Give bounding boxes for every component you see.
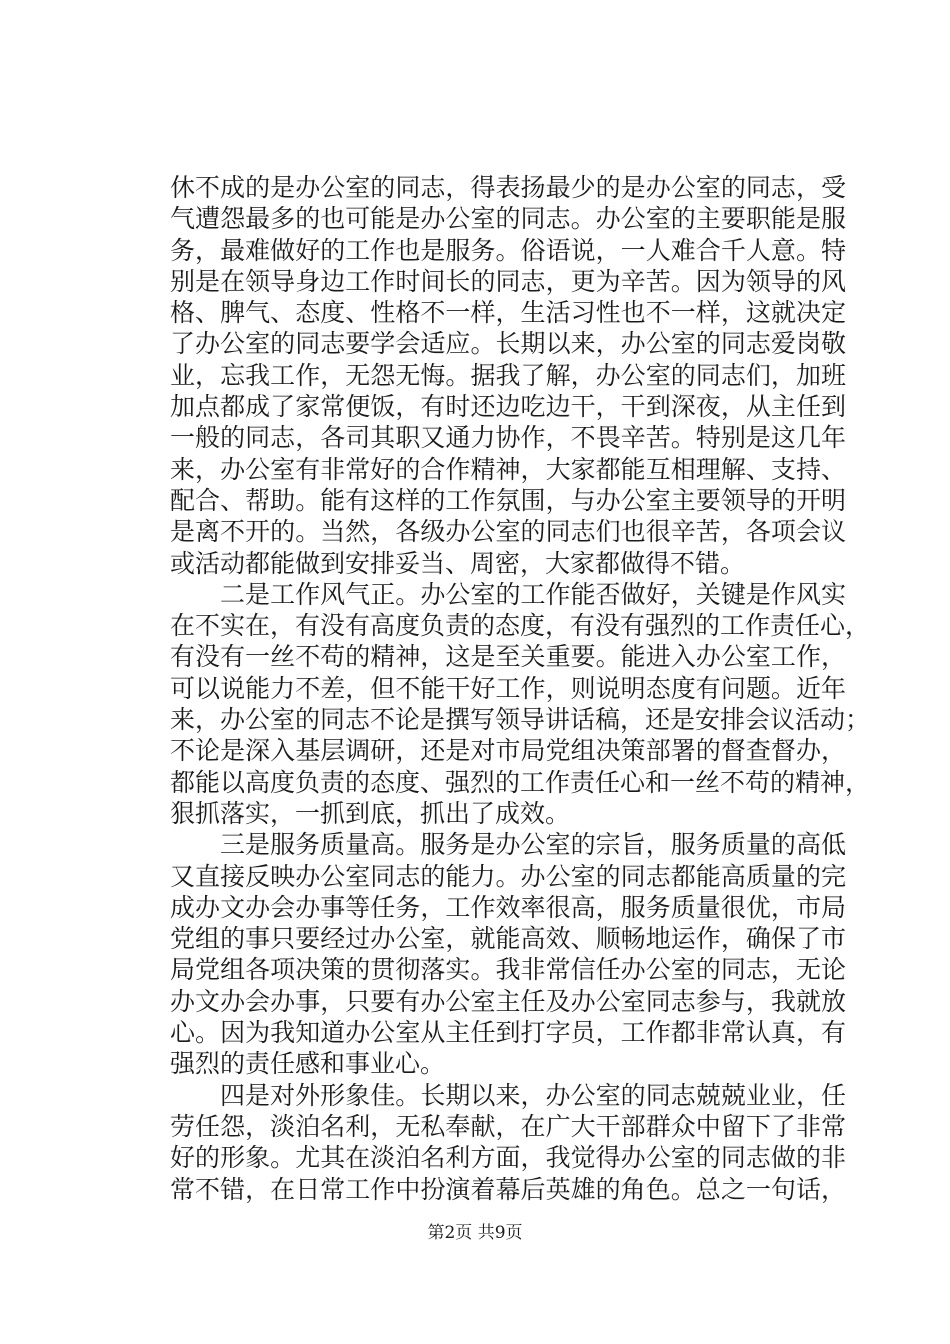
text-line: 二是工作风气正。办公室的工作能否做好，关键是作风实 — [220, 579, 846, 609]
text-line: 好的形象。尤其在淡泊名利方面，我觉得办公室的同志做的非 — [170, 1143, 846, 1173]
text-line: 一般的同志，各司其职又通力协作，不畏辛苦。特别是这几年 — [170, 423, 846, 453]
paragraph — [170, 829, 846, 1079]
text-line: 四是对外形象佳。长期以来，办公室的同志兢兢业业，任 — [220, 1080, 846, 1110]
text-line: 局党组各项决策的贯彻落实。我非常信任办公室的同志，无论 — [170, 955, 846, 985]
text-line: 不论是深入基层调研，还是对市局党组决策部署的督查督办， — [170, 736, 846, 766]
text-line: 业，忘我工作，无怨无悔。据我了解，办公室的同志们，加班 — [170, 360, 846, 390]
text-line: 务，最难做好的工作也是服务。俗语说，一人难合千人意。特 — [170, 235, 846, 265]
text-line: 在不实在，有没有高度负责的态度，有没有强烈的工作责任心， — [170, 611, 871, 641]
text-line: 是离不开的。当然，各级办公室的同志们也很辛苦，各项会议 — [170, 517, 846, 547]
text-line: 格、脾气、态度、性格不一样，生活习性也不一样，这就决定 — [170, 298, 846, 328]
text-line: 休不成的是办公室的同志，得表扬最少的是办公室的同志，受 — [170, 173, 846, 202]
text-line: 常不错，在日常工作中扮演着幕后英雄的角色。总之一句话， — [170, 1174, 846, 1204]
page-footer: 第2页 共9页 — [427, 1223, 523, 1243]
text-line: 加点都成了家常便饭，有时还边吃边干，干到深夜，从主任到 — [170, 392, 846, 422]
text-line: 又直接反映办公室同志的能力。办公室的同志都能高质量的完 — [170, 861, 846, 891]
text-line: 成办文办会办事等任务，工作效率很高，服务质量很优，市局 — [170, 892, 846, 922]
text-line: 三是服务质量高。服务是办公室的宗旨，服务质量的高低 — [220, 830, 846, 860]
text-line: 来，办公室的同志不论是撰写领导讲话稿，还是安排会议活动； — [170, 705, 871, 735]
text-line: 都能以高度负责的态度、强烈的工作责任心和一丝不苟的精神， — [170, 767, 871, 797]
paragraph — [170, 579, 871, 829]
text-line: 心。因为我知道办公室从主任到打字员，工作都非常认真，有 — [170, 1018, 846, 1048]
paragraph — [170, 172, 846, 579]
text-line: 配合、帮助。能有这样的工作氛围，与办公室主要领导的开明 — [170, 485, 846, 515]
text-line: 或活动都能做到安排妥当、周密，大家都做得不错。 — [170, 548, 746, 578]
text-line: 了办公室的同志要学会适应。长期以来，办公室的同志爱岗敬 — [170, 329, 846, 359]
text-line: 办文办会办事，只要有办公室主任及办公室同志参与，我就放 — [170, 986, 846, 1016]
text-line: 党组的事只要经过办公室，就能高效、顺畅地运作，确保了市 — [170, 924, 846, 954]
text-line: 强烈的责任感和事业心。 — [170, 1049, 446, 1079]
text-line: 气遭怨最多的也可能是办公室的同志。办公室的主要职能是服 — [170, 204, 846, 234]
document-body — [170, 172, 871, 1205]
text-line: 狠抓落实，一抓到底，抓出了成效。 — [170, 798, 571, 828]
text-line: 来，办公室有非常好的合作精神，大家都能互相理解、支持、 — [170, 454, 846, 484]
text-line: 别是在领导身边工作时间长的同志，更为辛苦。因为领导的风 — [170, 266, 846, 296]
text-line: 劳任怨，淡泊名利，无私奉献，在广大干部群众中留下了非常 — [170, 1111, 846, 1141]
text-line: 可以说能力不差，但不能干好工作，则说明态度有问题。近年 — [170, 673, 846, 703]
text-line: 有没有一丝不苟的精神，这是至关重要。能进入办公室工作， — [170, 642, 846, 672]
paragraph — [170, 1080, 846, 1205]
